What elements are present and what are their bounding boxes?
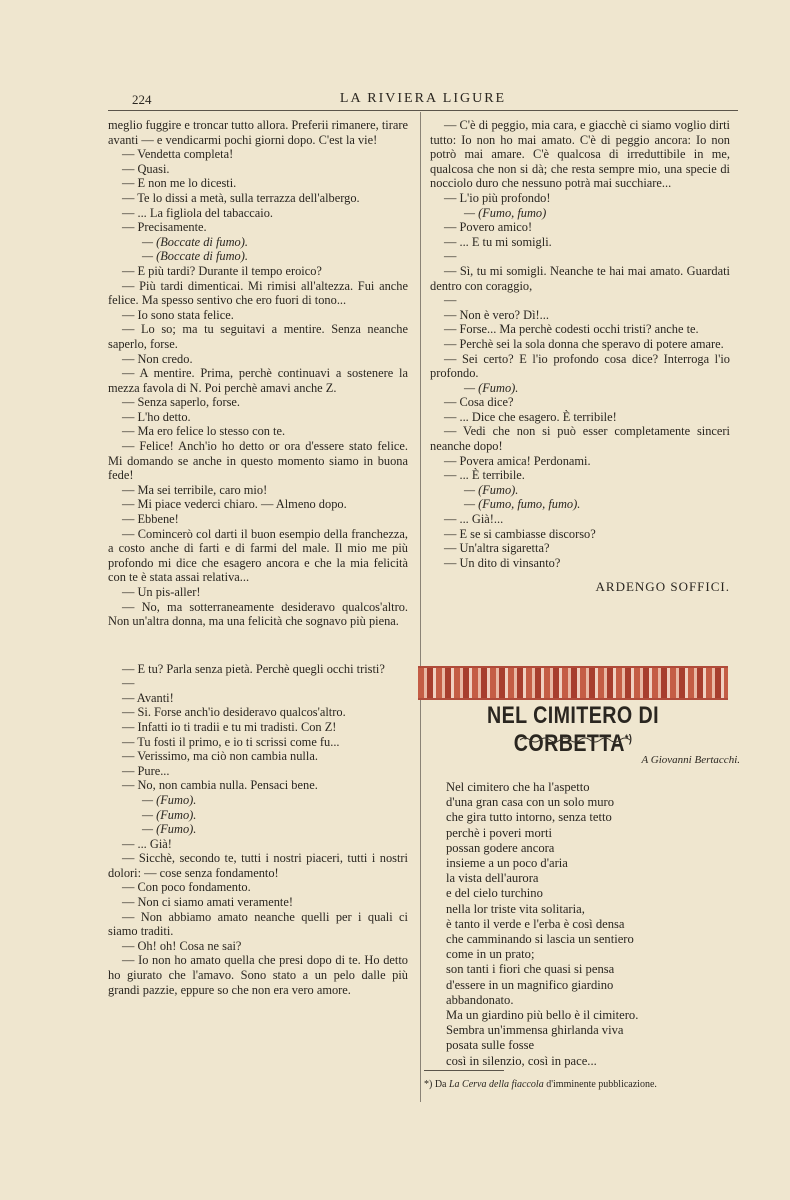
poem-line: e del cielo turchino <box>446 886 543 901</box>
dialogue-line: — Non credo. <box>122 351 193 366</box>
page-number: 224 <box>132 92 152 107</box>
dialogue-line: — ... La figliola del tabaccaio. <box>122 205 274 220</box>
dialogue-line: — Senza saperlo, forse. <box>122 395 241 410</box>
poem-line: è tanto il verde e l'erba è così densa <box>446 916 625 931</box>
dialogue-line: — (Fumo). <box>142 807 197 822</box>
dialogue-line: — Sicchè, secondo te, tutti i nostri piaceri, tutti i nostri dolori: — cose senza fondamento! <box>108 851 408 880</box>
dialogue-line: — Forse... Ma perchè codesti occhi tristi? anche te. <box>444 322 699 337</box>
dialogue-line: — <box>444 293 457 308</box>
poem-line: d'una gran casa con un solo muro <box>446 795 615 810</box>
dialogue-line: — Non è vero? Dì!... <box>444 307 549 322</box>
right-column <box>430 118 730 595</box>
poem-line: nella lor triste vita solitaria, <box>446 901 585 916</box>
page-header <box>108 88 738 111</box>
poem-line: che gira tutto intorno, senza tetto <box>446 810 612 825</box>
author-signature: ARDENGO SOFFICI. <box>595 579 730 595</box>
dialogue-line: — (Fumo). <box>142 822 197 837</box>
dialogue-line: — (Fumo). <box>464 380 519 395</box>
dialogue-line: — Felice! Anch'io ho detto or ora d'essere stato felice. Mi domando se anche in questo momento siamo in buona fede! <box>108 439 408 483</box>
poem-line: d'essere in un magnifico giardino <box>446 977 614 992</box>
running-title: LA RIVIERA LIGURE <box>339 91 507 106</box>
dialogue-line: — Cosa dice? <box>444 395 514 410</box>
dialogue-line: meglio fuggire e troncar tutto allora. Preferii rimanere, tirare avanti — e vendicarmi pochi giorni dopo. C'est la vie! <box>108 118 408 147</box>
dialogue-line: — Vedi che non si può esser completamente sinceri neanche dopo! <box>430 424 730 454</box>
poem-line: perchè i poveri morti <box>446 825 552 840</box>
dialogue-line: — Pure... <box>122 763 170 778</box>
dialogue-line: — (Fumo). <box>142 792 197 807</box>
dialogue-line: — C'è di peggio, mia cara, e giacchè ci siamo voglio dirti tutto: Io non ho mai amato. C'è di peggio ancora: Io non potrò mai amare. C'è qualcosa di irreduttibile in me, qualcosa che non si dà; che resta sempre mio, una specie di nocciolo duro che nessuno potrà mai succhiare... <box>430 118 730 191</box>
poem-line: possan godere ancora <box>446 840 555 855</box>
poem-line: abbandonato. <box>446 992 514 1007</box>
dialogue-line: — Con poco fondamento. <box>122 880 251 895</box>
dialogue-line: — ... Già!... <box>444 512 504 527</box>
dialogue-line: — E non me lo dicesti. <box>122 176 237 191</box>
dialogue-line: — Perchè sei la sola donna che speravo di potere amare. <box>444 336 724 351</box>
footnote: *) Da La Cerva della fiaccola d'imminente pubblicazione. <box>424 1079 657 1090</box>
left-column <box>108 118 408 997</box>
poem-line: Sembra un'immensa ghirlanda viva <box>446 1023 624 1038</box>
dialogue-line: — Io sono stata felice. <box>122 307 234 322</box>
poem-line: che camminando si lascia un sentiero <box>446 932 634 947</box>
wavy-rule-icon <box>520 736 630 744</box>
poem-line: Nel cimitero che ha l'aspetto <box>446 780 590 794</box>
dialogue-line: — Vendetta completa! <box>122 147 234 162</box>
dialogue-line: — <box>122 676 135 691</box>
dialogue-line: — (Boccate di fumo). <box>142 234 248 249</box>
dialogue-line: — Povero amico! <box>444 220 533 235</box>
decorative-ornament-band <box>418 666 728 700</box>
dialogue-line: — Lo so; ma tu seguitavi a mentire. Senza neanche saperlo, forse. <box>108 322 408 351</box>
poem-line: insieme a un poco d'aria <box>446 856 568 871</box>
dialogue-line: — Verissimo, ma ciò non cambia nulla. <box>122 749 318 764</box>
dialogue-line: — Ma sei terribile, caro mio! <box>122 482 268 497</box>
dialogue-line: — Io non ho amato quella che presi dopo di te. Ho detto ho giurato che l'amavo. Sono stato a un pelo dalle più grandi pazzie, eppure so che non era vero amore. <box>108 953 408 997</box>
dialogue-line: — Ebbene! <box>122 512 179 527</box>
dialogue-line: — ... È terribile. <box>444 468 525 483</box>
poem-line: son tanti i fiori che quasi si pensa <box>446 962 615 977</box>
dialogue-line: — (Fumo, fumo) <box>464 205 547 220</box>
dialogue-line: — Non ci siamo amati veramente! <box>122 895 294 910</box>
poem-title: NEL CIMITERO DI CORBETTA*) <box>487 702 659 757</box>
dialogue-line: — Più tardi dimenticai. Mi rimisi all'altezza. Fui anche felice. Ma spesso sentivo che ero fuori di tono... <box>108 278 408 308</box>
dialogue-line: — Un dito di vinsanto? <box>444 555 561 570</box>
poem-line: così in silenzio, così in pace... <box>446 1053 597 1068</box>
column-divider <box>420 112 421 1102</box>
dialogue-line: — Non abbiamo amato neanche quelli per i quali ci siamo traditi. <box>108 909 408 939</box>
dialogue-line: — ... Dice che esagero. È terribile! <box>444 409 617 424</box>
dialogue-line <box>108 641 408 649</box>
dialogue-line: — No, ma sotterraneamente desideravo qualcos'altro. Non un'altra donna, ma una felicità che sognavo più piena. <box>108 599 408 629</box>
dialogue-line: — ... E tu mi somigli. <box>444 234 552 249</box>
dialogue-line: — Un'altra sigaretta? <box>444 541 550 556</box>
dialogue-line: — Quasi. <box>122 161 170 176</box>
poem-line: Ma un giardino più bello è il cimitero. <box>446 1008 639 1023</box>
dialogue-line: — Ma ero felice lo stesso con te. <box>122 424 286 439</box>
dialogue-line: — Sì, tu mi somigli. Neanche te hai mai amato. Guardati dentro con coraggio, <box>430 263 730 293</box>
dialogue-line: — Si. Forse anch'io desideravo qualcos'altro. <box>122 705 346 720</box>
dialogue-line: — ... Già! <box>122 836 172 851</box>
dialogue-line: — Precisamente. <box>122 220 207 235</box>
dialogue-line: — A mentire. Prima, perchè continuavi a sostenere la mezza favola di N. Poi perchè amavi anche Z. <box>108 366 408 395</box>
dialogue-line: — Oh! oh! Cosa ne sai? <box>122 938 242 953</box>
dialogue-line: — Sei certo? E l'io profondo cosa dice? Interroga l'io profondo. <box>430 351 730 381</box>
dialogue-line: — Comincerò col darti il buon esempio della franchezza, a costo anche di farti e di farmi del male. Il mio me più profondo mi dice che esagero ancora e che la mia felicità con te è stata assai relativa... <box>108 526 408 585</box>
dialogue-line: — L'ho detto. <box>122 409 191 424</box>
footnote-rule <box>424 1070 504 1071</box>
dialogue-line: — E più tardi? Durante il tempo eroico? <box>122 263 322 278</box>
dialogue-line: — E tu? Parla senza pietà. Perchè quegli occhi tristi? <box>122 661 385 676</box>
poem-line: la vista dell'aurora <box>446 871 539 886</box>
dialogue-line: — Mi piace vederci chiaro. — Almeno dopo. <box>122 497 347 512</box>
dialogue-line: — (Boccate di fumo). <box>142 249 248 264</box>
dialogue-line: — Avanti! <box>122 690 174 705</box>
poem-dedication: A Giovanni Bertacchi. <box>641 754 740 766</box>
poem-line: posata sulle fosse <box>446 1038 535 1053</box>
dialogue-line: — Te lo dissi a metà, sulla terrazza dell'albergo. <box>122 190 360 205</box>
dialogue-line: — Un pis-aller! <box>122 585 201 599</box>
dialogue-line: — (Fumo, fumo, fumo). <box>464 497 581 512</box>
dialogue-line: — Tu fosti il primo, e io ti scrissi come fu... <box>122 734 340 749</box>
dialogue-line: — Povera amica! Perdonami. <box>444 453 591 468</box>
dialogue-line: — <box>444 249 457 264</box>
dialogue-line: — E se si cambiasse discorso? <box>444 526 596 541</box>
dialogue-line: — L'io più profondo! <box>444 190 551 205</box>
dialogue-line: — No, non cambia nulla. Pensaci bene. <box>122 778 318 793</box>
poem-body <box>446 780 726 1069</box>
dialogue-line: — Infatti io ti tradii e tu mi tradisti. Con Z! <box>122 719 337 734</box>
dialogue-line: — (Fumo). <box>464 482 519 497</box>
poem-line: come in un prato; <box>446 947 535 962</box>
